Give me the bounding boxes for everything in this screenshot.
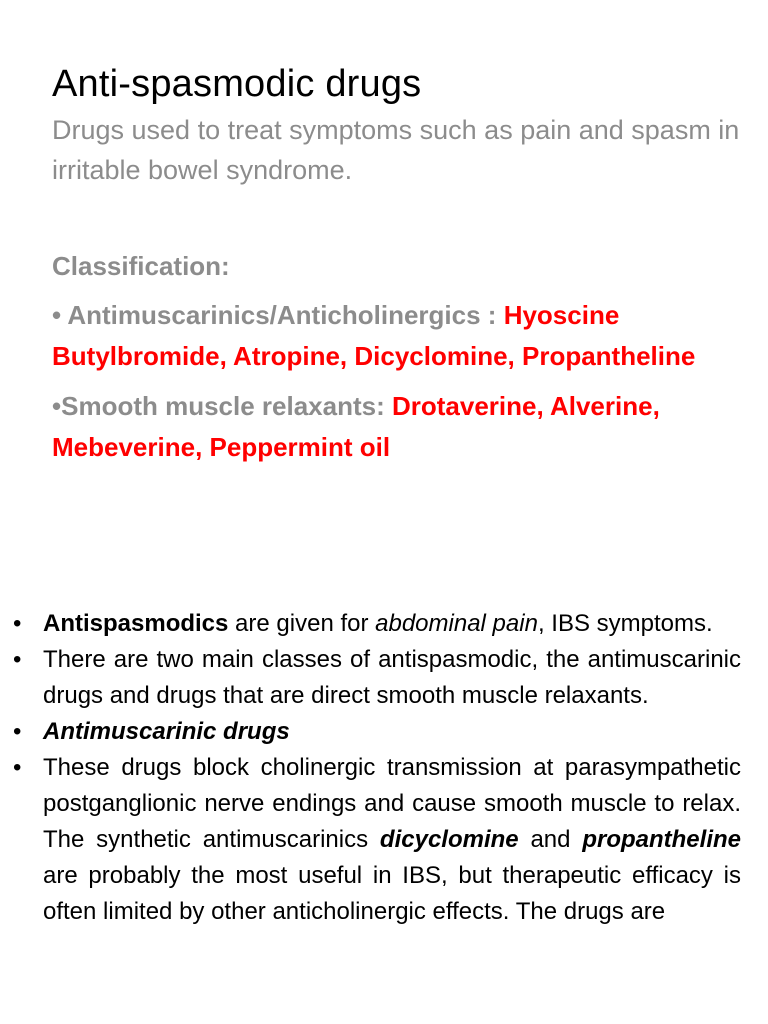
classification-block [52, 246, 742, 477]
bold-italic-heading: Antimuscarinic drugs [43, 718, 290, 745]
bullet-antimuscarinic-heading [13, 714, 741, 750]
slide-title: Anti-spasmodic drugs [52, 63, 422, 105]
drug-name: dicyclomine [379, 826, 519, 853]
classification-item-antimuscarinics [52, 295, 742, 377]
classification-label: • Antimuscarinics/Anticholinergics : [52, 300, 504, 330]
text-run: are probably the most useful in IBS, but therapeutic efficacy is often limited by other anticholinergic effects. The drugs are [43, 862, 741, 925]
text-run: These drugs block cholinergic transmission at parasympathetic postganglionic nerve endings and cause smooth muscle to relax. The synthetic antimuscarinics [43, 754, 741, 853]
bullet-two-classes [13, 642, 741, 714]
classification-drugs: Drotaverine, Alverine, Mebeverine, Peppermint oil [52, 391, 660, 462]
classification-drugs: Hyoscine Butylbromide, Atropine, Dicyclomine, Propantheline [52, 300, 696, 371]
drug-name: propantheline [582, 826, 741, 853]
bullet-mechanism [13, 750, 741, 930]
text-run: , IBS symptoms. [537, 610, 713, 637]
classification-item-smooth-muscle-relaxants [52, 386, 742, 468]
text-run: are given for [228, 610, 376, 637]
text-run: There are two main classes of antispasmodic, the antimuscarinic drugs and drugs that are direct smooth muscle relaxants. [43, 646, 741, 709]
bullet-antispasmodics [13, 606, 741, 642]
bold-term: Antispasmodics [43, 610, 229, 637]
slide-bottom [0, 596, 768, 1024]
italic-term: abdominal pain [375, 610, 538, 637]
text-run: and [518, 826, 583, 853]
bullet-list [13, 606, 741, 930]
classification-label: •Smooth muscle relaxants: [52, 391, 392, 421]
slide-subtitle: Drugs used to treat symptoms such as pain and spasm in irritable bowel syndrome. [52, 115, 740, 185]
classification-heading: Classification: [52, 251, 230, 281]
